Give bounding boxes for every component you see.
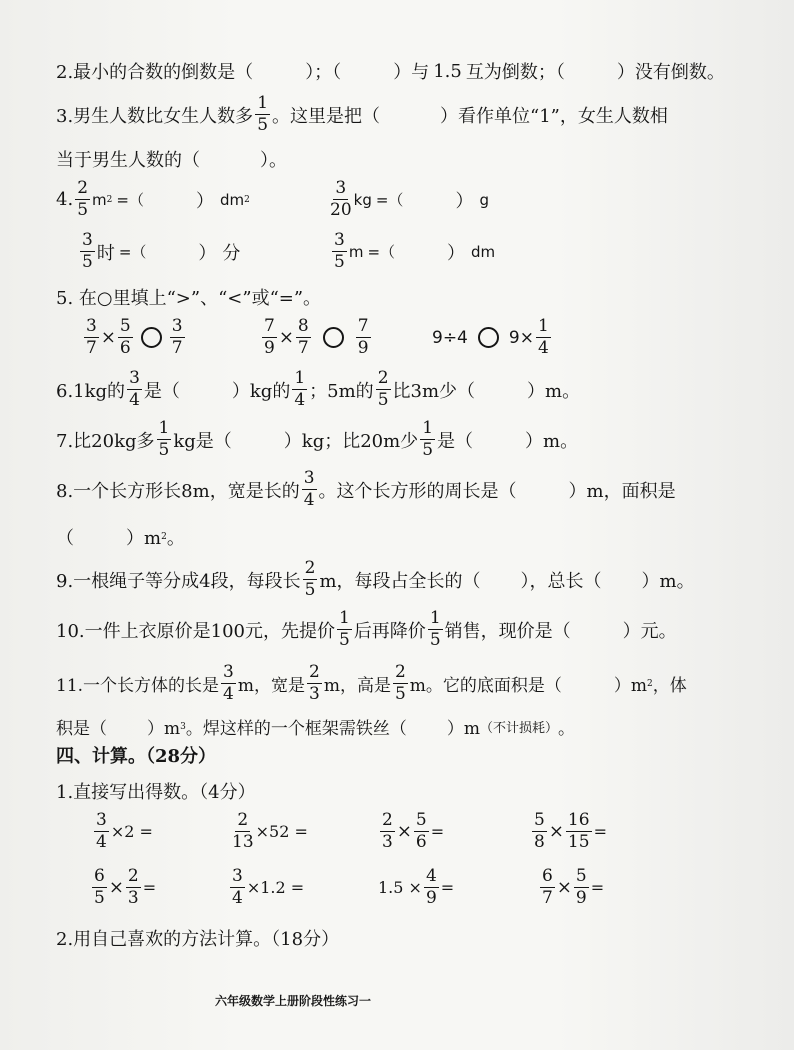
- calc-item: [92, 812, 153, 851]
- fraction: [566, 812, 592, 851]
- superscript: 2: [647, 678, 653, 689]
- q8-text: ）m: [126, 528, 162, 549]
- fraction: [540, 868, 555, 907]
- question-4-b: [328, 180, 489, 219]
- fraction: [376, 370, 391, 409]
- denominator: 5: [94, 888, 105, 908]
- q2-text: ）；（: [305, 62, 342, 83]
- q2-text: ）与: [393, 62, 430, 83]
- fraction: [157, 420, 172, 459]
- q9-text: ）m。: [641, 570, 695, 592]
- denominator: 9: [357, 338, 369, 358]
- question-3-line-2: [56, 146, 778, 172]
- equals: =（: [367, 243, 396, 261]
- compare-circle[interactable]: [141, 327, 162, 348]
- denominator: 6: [119, 338, 131, 358]
- question-10: [56, 610, 778, 649]
- numerator: 1: [338, 608, 350, 628]
- denominator: 5: [257, 115, 269, 135]
- fraction: [420, 420, 435, 459]
- numerator: 5: [575, 866, 587, 886]
- calc-item: [90, 868, 156, 907]
- compare-1: [82, 318, 187, 357]
- bracket: ）: [195, 190, 214, 212]
- q9-text: 9.一根绳子等分成4段，每段长: [56, 570, 301, 592]
- fraction: [380, 812, 395, 851]
- superscript: 2: [244, 194, 250, 205]
- calc-title: 2.用自己喜欢的方法计算。（18分）: [56, 929, 340, 950]
- denominator: 4: [129, 390, 140, 410]
- fraction: [292, 370, 307, 409]
- fraction: [393, 664, 408, 703]
- q2-number: 1.5: [433, 60, 462, 82]
- denominator: 9: [425, 888, 437, 908]
- calc-item: [228, 868, 304, 907]
- operator: ×: [108, 877, 124, 898]
- fraction: [296, 318, 311, 357]
- q3-text: 。这里是把（: [272, 105, 381, 127]
- fraction: [80, 232, 95, 271]
- fraction: [356, 318, 371, 357]
- denominator: 5: [377, 390, 389, 410]
- calc-item: [230, 812, 308, 851]
- q3-text: ）。: [260, 150, 287, 171]
- denominator: 13: [232, 832, 254, 852]
- fraction: [332, 232, 347, 271]
- fraction: [230, 868, 245, 907]
- q7-text: ）m。: [525, 430, 579, 452]
- numerator: 3: [86, 316, 97, 336]
- numerator: 1: [158, 418, 170, 438]
- q8-text: （: [56, 528, 74, 549]
- denominator: 5: [77, 200, 89, 220]
- expression: ×52 =: [255, 822, 308, 841]
- q11-text: m，宽是: [237, 676, 305, 696]
- denominator: 5: [158, 440, 170, 460]
- denominator: 4: [96, 832, 107, 852]
- numerator: 2: [304, 558, 316, 578]
- unit: kg: [353, 190, 372, 209]
- calc-1-heading: [56, 778, 778, 804]
- operator: ×: [278, 327, 294, 348]
- question-8-line-2: [56, 524, 778, 550]
- superscript: 2: [106, 194, 113, 205]
- unit: 时: [96, 242, 115, 264]
- q8-text: 。: [166, 528, 185, 549]
- numerator: 8: [297, 316, 309, 336]
- denominator: 8: [534, 832, 545, 852]
- denominator: 7: [171, 338, 183, 358]
- numerator: 6: [542, 866, 553, 886]
- numerator: 1: [429, 608, 441, 628]
- fraction: [255, 95, 270, 134]
- fraction: [127, 370, 142, 409]
- bracket: ）: [455, 190, 474, 212]
- denominator: 5: [334, 252, 345, 272]
- fraction: [330, 180, 352, 219]
- q6-text: 6.1kg的: [56, 380, 126, 402]
- expression: 9÷4: [432, 327, 468, 348]
- q11-text: ）m: [613, 676, 648, 696]
- fraction: [428, 610, 443, 649]
- equals: =（: [116, 191, 144, 209]
- q11-text: 11.一个长方体的长是: [56, 676, 220, 696]
- numerator: 1: [422, 418, 434, 438]
- expression: ×1.2 =: [246, 878, 305, 897]
- denominator: 9: [575, 888, 587, 908]
- q10-text: 销售，现价是（: [444, 620, 571, 642]
- q6-text: ）kg的: [231, 380, 291, 402]
- equals: =（: [118, 243, 147, 261]
- denominator: 3: [127, 888, 139, 908]
- bracket: ）: [198, 242, 217, 264]
- operator: ×: [556, 877, 572, 898]
- fraction: [170, 318, 185, 357]
- q7-text: 7.比20kg多: [56, 430, 155, 452]
- note: （不计损耗）: [479, 721, 558, 736]
- denominator: 4: [232, 888, 243, 908]
- q11-text: ）m: [147, 719, 181, 739]
- expression: ×2 =: [110, 822, 153, 841]
- operator: ×: [100, 327, 116, 348]
- bracket: ）: [447, 242, 466, 264]
- q7-text: kg是（: [173, 430, 232, 452]
- numerator: 7: [357, 316, 369, 336]
- fraction: [232, 812, 254, 851]
- denominator: 5: [82, 252, 93, 272]
- question-11-line-2: [56, 714, 778, 739]
- q6-text: 比3m少（: [392, 380, 476, 402]
- q11-text: ）m: [446, 719, 480, 739]
- denominator: 7: [86, 338, 97, 358]
- numerator: 4: [425, 866, 437, 886]
- question-9: [56, 560, 778, 599]
- superscript: 3: [180, 721, 186, 732]
- section-4-heading: [56, 742, 778, 768]
- expression: =: [593, 822, 607, 841]
- numerator: 5: [415, 810, 427, 830]
- question-2: [56, 58, 778, 84]
- fraction: [424, 868, 439, 907]
- expression: =: [590, 878, 605, 897]
- calc-item: [538, 868, 604, 907]
- question-8: [56, 470, 778, 509]
- q11-text: 积是（: [56, 719, 107, 739]
- q7-text: 是（: [437, 430, 474, 452]
- q6-text: 是（: [143, 380, 180, 402]
- numerator: 2: [309, 662, 320, 682]
- numerator: 5: [534, 810, 545, 830]
- q8-text: 。这个长方形的周长是（: [318, 480, 517, 502]
- denominator: 3: [309, 684, 320, 704]
- question-3: [56, 95, 778, 134]
- q10-text: 后再降价: [353, 620, 426, 642]
- question-4-d: [330, 232, 495, 271]
- q9-text: ），总长（: [520, 570, 602, 592]
- numerator: 2: [394, 662, 406, 682]
- fraction: [302, 470, 317, 509]
- numerator: 3: [82, 230, 93, 250]
- numerator: 3: [232, 866, 243, 886]
- numerator: 2: [77, 178, 89, 198]
- question-4-c: [78, 232, 240, 271]
- q2-text: ）没有倒数。: [616, 62, 725, 83]
- q9-text: m，每段占全长的（: [319, 570, 481, 592]
- unit: g: [479, 190, 489, 209]
- calc-item: [378, 868, 454, 907]
- q4-label: 4.: [56, 189, 74, 210]
- numerator: 5: [119, 316, 131, 336]
- numerator: 2: [382, 810, 393, 830]
- fraction: [75, 180, 90, 219]
- numerator: 1: [537, 316, 549, 336]
- numerator: 7: [264, 316, 275, 336]
- q6-text: ；5m的: [309, 380, 374, 402]
- expression: 1.5 ×: [378, 878, 422, 897]
- q3-text: ）看作单位“1”，女生人数相: [440, 105, 668, 127]
- fraction: [532, 812, 547, 851]
- q10-text: 10.一件上衣原价是100元，先提价: [56, 620, 335, 642]
- denominator: 4: [223, 684, 234, 704]
- denominator: 5: [304, 580, 316, 600]
- q2-text: 2.最小的合数的倒数是（: [56, 62, 254, 83]
- q8-text: 8.一个长方形长8m，宽是长的: [56, 480, 300, 502]
- calc-title: 1.直接写出得数。（4分）: [56, 782, 256, 803]
- fraction: [307, 664, 322, 703]
- expression: =: [142, 878, 157, 897]
- denominator: 5: [338, 630, 350, 650]
- fraction: [303, 560, 318, 599]
- equals: =（: [375, 191, 404, 209]
- denominator: 6: [415, 832, 427, 852]
- q11-text: ，体: [652, 676, 687, 696]
- q6-text: ）m。: [527, 380, 581, 402]
- denominator: 7: [542, 888, 553, 908]
- q11-text: m，高是: [323, 676, 391, 696]
- unit: m: [92, 190, 107, 209]
- section-title: 四、计算。（28分）: [56, 746, 217, 767]
- fraction: [221, 664, 236, 703]
- numerator: 3: [171, 316, 183, 336]
- q10-text: ）元。: [622, 620, 677, 642]
- numerator: 3: [129, 368, 140, 388]
- unit: m: [348, 242, 364, 261]
- superscript: 2: [161, 532, 167, 542]
- fraction: [126, 868, 141, 907]
- fraction: [414, 812, 429, 851]
- calc-item: [378, 812, 444, 851]
- operator: ×: [548, 821, 564, 842]
- fraction: [262, 318, 277, 357]
- numerator: 3: [335, 178, 347, 198]
- numerator: 3: [223, 662, 234, 682]
- fraction: [92, 868, 107, 907]
- fraction: [118, 318, 133, 357]
- question-11: [56, 664, 778, 703]
- fraction: [574, 868, 589, 907]
- compare-3: [432, 318, 553, 357]
- expression: =: [440, 878, 455, 897]
- numerator: 2: [377, 368, 389, 388]
- denominator: 4: [303, 490, 315, 510]
- compare-circle[interactable]: [478, 327, 499, 348]
- question-5: [56, 284, 778, 310]
- denominator: 20: [330, 200, 352, 220]
- unit: dm: [219, 190, 245, 209]
- unit: dm: [471, 242, 496, 261]
- expression: 9×: [508, 327, 534, 348]
- calc-item: [530, 812, 607, 851]
- denominator: 15: [567, 832, 590, 852]
- question-7: [56, 420, 778, 459]
- denominator: 9: [264, 338, 275, 358]
- numerator: 1: [257, 93, 269, 113]
- operator: ×: [396, 821, 412, 842]
- denominator: 3: [382, 832, 393, 852]
- q5-text: 5. 在○里填上“>”、“<”或“=”。: [56, 288, 322, 309]
- fraction: [536, 318, 551, 357]
- numerator: 2: [127, 866, 139, 886]
- numerator: 1: [294, 368, 306, 388]
- expression: =: [430, 822, 445, 841]
- q11-text: 。焊这样的一个框架需铁丝（: [185, 719, 407, 739]
- q11-text: m。它的底面积是（: [409, 676, 562, 696]
- fraction: [94, 812, 109, 851]
- fraction: [337, 610, 352, 649]
- denominator: 5: [429, 630, 441, 650]
- compare-2: [260, 318, 373, 357]
- denominator: 4: [294, 390, 306, 410]
- denominator: 7: [297, 338, 309, 358]
- unit: 分: [222, 242, 241, 264]
- q3-text: 当于男生人数的（: [56, 150, 200, 171]
- q3-text: 3.男生人数比女生人数多: [56, 105, 254, 127]
- compare-circle[interactable]: [323, 327, 344, 348]
- numerator: 6: [94, 866, 105, 886]
- numerator: 3: [334, 230, 345, 250]
- denominator: 4: [537, 338, 549, 358]
- q8-text: ）m，面积是: [568, 480, 676, 502]
- numerator: 3: [303, 468, 315, 488]
- numerator: 2: [237, 810, 249, 830]
- question-6: [56, 370, 778, 409]
- question-4-a: [56, 180, 250, 219]
- q11-text: 。: [558, 719, 575, 739]
- calc-2-heading: [56, 925, 778, 951]
- denominator: 5: [422, 440, 434, 460]
- q2-text: 互为倒数；（: [465, 62, 565, 83]
- denominator: 5: [394, 684, 406, 704]
- numerator: 16: [567, 810, 590, 830]
- fraction: [84, 318, 99, 357]
- numerator: 3: [96, 810, 107, 830]
- q7-text: ）kg；比20m少: [283, 430, 419, 452]
- page-footer: 六年级数学上册阶段性练习一: [215, 994, 372, 1008]
